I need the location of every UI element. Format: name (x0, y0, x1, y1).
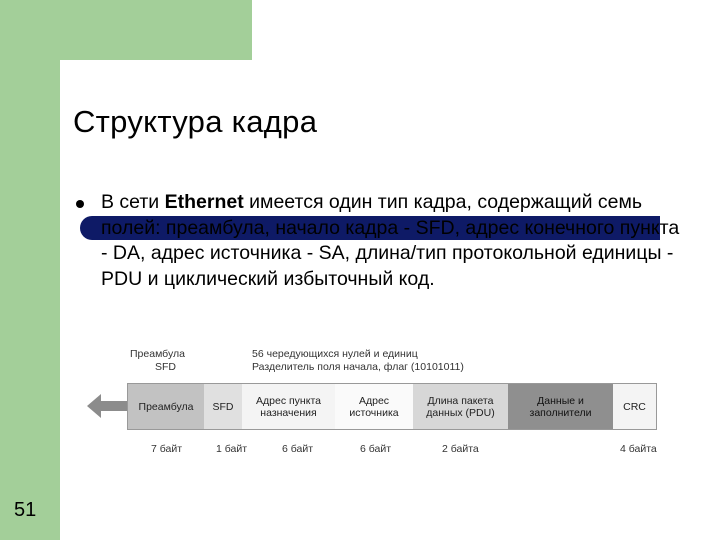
ethernet-frame-diagram (87, 343, 667, 463)
green-side-strip (0, 0, 60, 540)
bytes-length: 2 байта (442, 443, 479, 455)
field-length-pdu: Длина пакета данных (PDU) (413, 384, 508, 429)
body-text-start: В сети (101, 191, 165, 213)
transmit-direction-arrow-icon (87, 393, 129, 419)
bytes-crc: 4 байта (620, 443, 657, 455)
bytes-preamble: 7 байт (151, 443, 183, 455)
slide-title: Структура кадра (73, 104, 318, 139)
preamble-top-label: Преамбула (130, 348, 185, 360)
field-sfd: SFD (204, 384, 242, 429)
bytes-destination: 6 байт (282, 443, 314, 455)
bytes-sfd: 1 байт (216, 443, 248, 455)
alternating-bits-label: 56 чередующихся нулей и единиц (252, 348, 418, 360)
page-number: 51 (14, 499, 37, 521)
field-crc: CRC (613, 384, 656, 429)
delimiter-label: Разделитель поля начала, флаг (10101011) (252, 361, 464, 373)
bullet-dot (76, 200, 84, 208)
slide-body-text (101, 190, 691, 292)
field-data-padding: Данные и заполнители (508, 384, 613, 429)
bytes-source: 6 байт (360, 443, 392, 455)
field-source-address: Адрес источника (335, 384, 413, 429)
field-destination-address: Адрес пункта назначения (242, 384, 335, 429)
frame-fields-row (127, 383, 657, 430)
sfd-top-label: SFD (155, 361, 176, 373)
body-text-bold: Ethernet (164, 191, 244, 213)
body-text-rest: имеется один тип кадра, содержащий семь полей: преамбула, начало кадра - SFD, адрес конечного пункта - DA, адрес источника - SA, длина/тип протокольной единицы - PDU и циклический избыточный код. (101, 191, 680, 290)
field-preamble: Преамбула (128, 384, 204, 429)
